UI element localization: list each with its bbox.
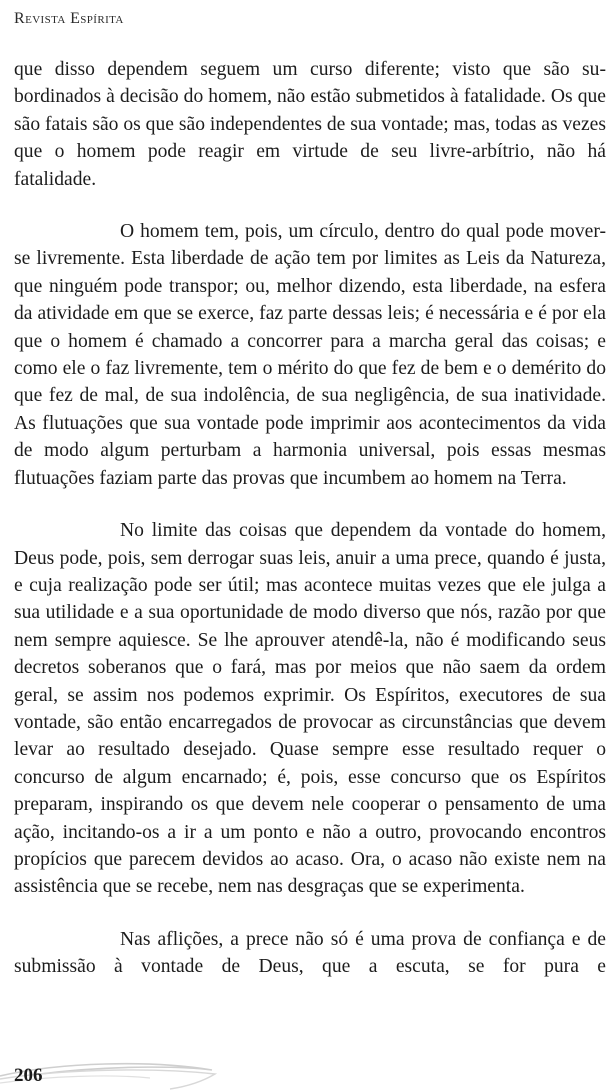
page-number: 206 xyxy=(14,1065,43,1086)
paragraph: No limite das coisas que dependem da vontade do homem, Deus pode, pois, sem derrogar suas leis, anuir a uma prece, quando é justa, e cuja realização pode ser útil; mas acontece muitas vezes que ele julga a sua utilidade e a sua oportunidade de modo diverso que nós, razão por que nem sempre aquiesce. Se lhe aprouver atendê-la, não é modificando seus decretos soberanos que o fará, mas por meios que não saem da ordem geral, se assim nos podemos exprimir. Os Espíritos, executores de sua vontade, são então encarregados de provocar as circunstâncias que devem levar ao resultado desejado. Quase sempre esse resultado requer o concurso de algum encarnado; é, pois, esse concurso que os Espíritos preparam, inspirando os que devem nele cooperar o pensamento de uma ação, incitando-os a ir a um ponto e não a outro, provocando encontros propícios que parecem devidos ao acaso. Ora, o acaso não existe nem na assistência que se recebe, nem nas desgraças que se experimenta. xyxy=(14,520,606,898)
body-text xyxy=(14,56,606,981)
paragraph: que disso dependem seguem um curso diferente; visto que são subordinados à decisão do homem, não estão submetidos à fatalidade. Os que são fatais são os que são independentes de sua vontade; mas, todas as vezes que o homem pode reagir em virtude de seu livre-arbítrio, não há fatalidade. xyxy=(14,59,606,190)
paragraph: Nas aflições, a prece não só é uma prova de confiança e de submissão à vontade de Deus, que a escuta, se for pura e xyxy=(14,928,606,978)
running-header: Revista Espírita xyxy=(14,10,124,27)
page-footer xyxy=(0,1050,615,1091)
paragraph: O homem tem, pois, um círculo, dentro do qual pode mover-se livremente. Esta liberdade de ação tem por limites as Leis da Natureza, que ninguém pode transpor; ou, melhor dizendo, esta liberdade, na esfera da atividade em que se exerce, faz parte dessas leis; é necessária e é por ela que o homem é chamado a concorrer para a marcha geral das coisas; e como ele o faz livremente, tem o mérito do que fez de bem e o demérito do que fez de mal, de sua indolência, de sua negligência, de sua inatividade. As flutuações que sua vontade pode imprimir aos acontecimentos da vida de modo algum perturbam a harmonia universal, pois essas mesmas flutuações faziam parte das provas que incumbem ao homem na Terra. xyxy=(14,221,606,489)
